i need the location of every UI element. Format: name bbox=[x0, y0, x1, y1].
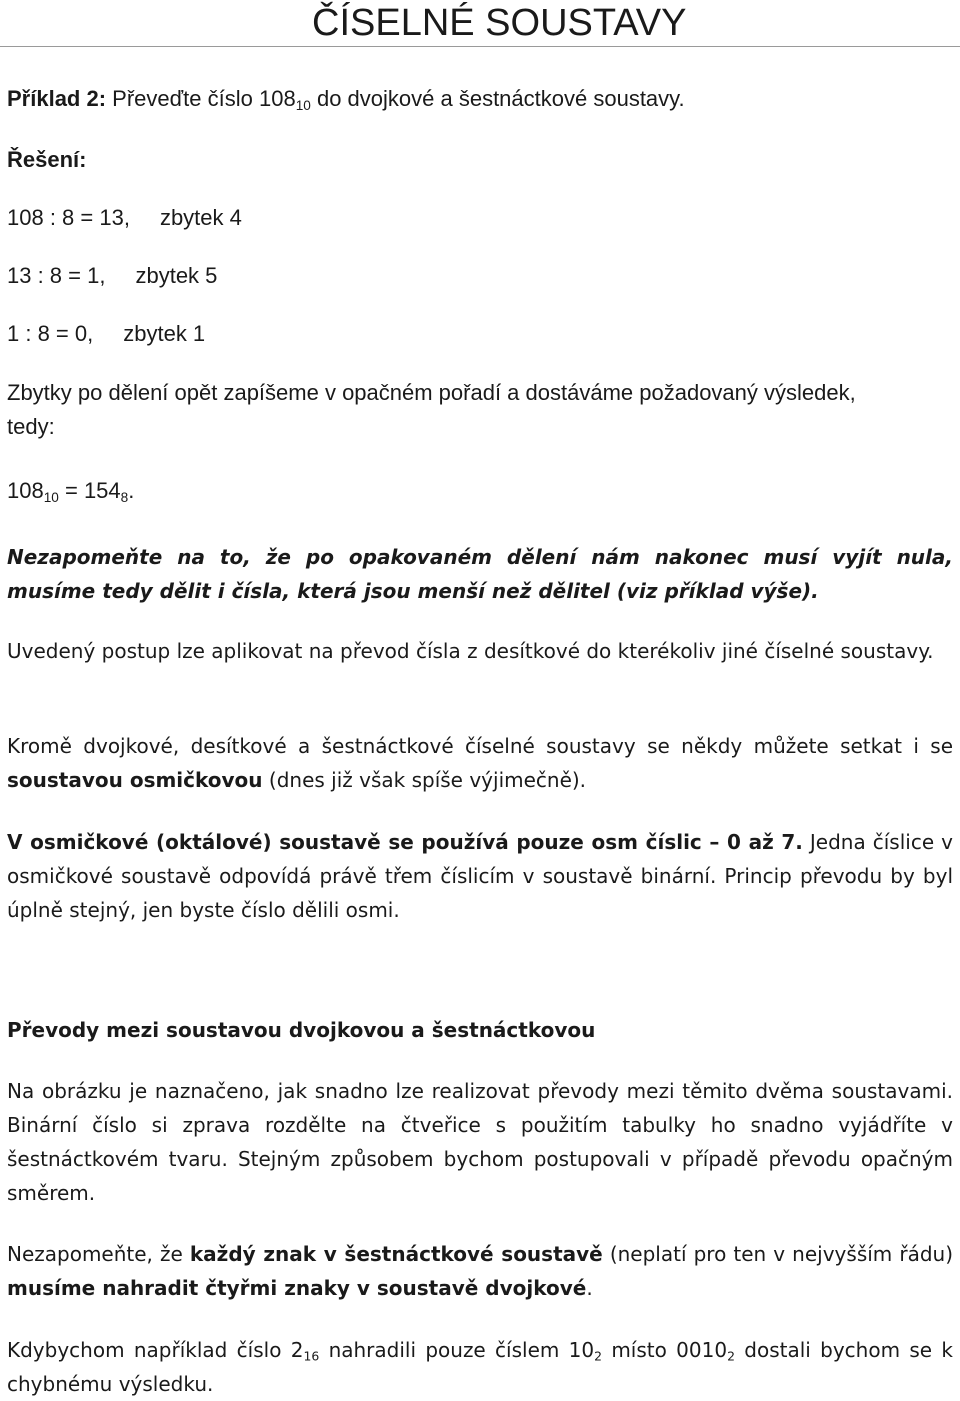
page-title: ČÍSELNÉ SOUSTAVY bbox=[312, 2, 687, 44]
octal-bold: soustavou osmičkovou bbox=[7, 768, 263, 792]
result-right-number: = 154 bbox=[58, 478, 121, 503]
example-text-end: do dvojkové a šestnáctkové soustavy. bbox=[310, 86, 685, 111]
section-paragraph-example bbox=[7, 1333, 953, 1401]
solution-step bbox=[7, 201, 953, 235]
octal-digits-bold: V osmičkové (oktálové) soustavě se používá pouze osm číslic – 0 až 7. bbox=[7, 830, 803, 854]
step-remainder: zbytek 1 bbox=[123, 321, 206, 346]
warning-bold: musíme nahradit čtyřmi znaky v soustavě dvojkové bbox=[7, 1276, 587, 1300]
step-remainder: zbytek 4 bbox=[159, 205, 242, 230]
example-number: 108 bbox=[258, 86, 296, 111]
example-subscript: 2 bbox=[594, 1348, 603, 1364]
paragraph-octal bbox=[7, 729, 953, 797]
warning-text-end: . bbox=[586, 1276, 593, 1300]
solution-label bbox=[7, 143, 953, 177]
warning-text: Nezapomeňte, že bbox=[7, 1242, 190, 1266]
example-text: nahradili pouze číslem 10 bbox=[319, 1338, 595, 1362]
example-text: Kdybychom například číslo 2 bbox=[7, 1338, 304, 1362]
octal-text-end: (dnes již však spíše výjimečně). bbox=[262, 768, 587, 792]
warning-bold: každý znak v šestnáctkové soustavě bbox=[189, 1242, 603, 1266]
example-subscript: 16 bbox=[303, 1348, 320, 1364]
solution-label-text: Řešení: bbox=[7, 147, 87, 172]
solution-result bbox=[7, 474, 953, 508]
example-base: 10 bbox=[295, 98, 311, 114]
octal-digits-text: Jedna číslice v osmičkové soustavě odpovídá právě třem číslicím v soustavě binární. Princip převodu by byl úplně stejný, jen byste číslo dělili osmi. bbox=[7, 830, 953, 922]
result-left-base: 10 bbox=[43, 490, 59, 506]
result-period: . bbox=[128, 478, 135, 503]
solution-step bbox=[7, 317, 953, 351]
step-equation: 1 : 8 = 0, bbox=[7, 321, 94, 346]
remainders-text: Zbytky po dělení opět zapíšeme v opačném pořadí a dostáváme požadovaný výsledek, tedy: bbox=[7, 380, 856, 439]
example-subscript: 2 bbox=[727, 1348, 735, 1364]
step-remainder: zbytek 5 bbox=[135, 263, 218, 288]
step-equation: 108 : 8 = 13, bbox=[7, 205, 130, 230]
section-paragraph-warning bbox=[7, 1237, 953, 1305]
paragraph-procedure: Uvedený postup lze aplikovat na převod čísla z desítkové do kterékoliv jiné číselné soustavy. bbox=[7, 639, 934, 663]
paragraph-octal-digits bbox=[7, 825, 953, 927]
octal-text: Kromě dvojkové, desítkové a šestnáctkové číselné soustavy se někdy můžete setkat i se bbox=[7, 734, 953, 758]
result-left-number: 108 bbox=[7, 478, 44, 503]
section-paragraph: Na obrázku je naznačeno, jak snadno lze realizovat převody mezi těmito dvěma soustavami. Binární číslo si zprava rozdělte na čtveřice s použitím tabulky ho snadno vyjádříte v šestnáctkovém tvaru. Stejným způsobem bychom postupovali v případě převodu opačným směrem. bbox=[7, 1079, 953, 1205]
step-equation: 13 : 8 = 1, bbox=[7, 263, 106, 288]
section-heading bbox=[7, 1013, 953, 1047]
example-text: místo 0010 bbox=[602, 1338, 728, 1362]
solution-step bbox=[7, 259, 953, 293]
example-task bbox=[7, 82, 953, 116]
example-text: Převeďte číslo bbox=[106, 86, 259, 111]
result-right-base: 8 bbox=[120, 490, 129, 506]
note-italic: Nezapomeňte na to, že po opakovaném dělení nám nakonec musí vyjít nula, musíme tedy dělit i čísla, která jsou menší než dělitel (viz příklad výše). bbox=[7, 545, 953, 603]
page-header bbox=[0, 0, 960, 47]
example-text-end: dostali bychom se k chybnému výsledku. bbox=[7, 1338, 953, 1396]
section-heading-text: Převody mezi soustavou dvojkovou a šestnáctkovou bbox=[7, 1018, 596, 1042]
example-label: Příklad 2: bbox=[7, 86, 107, 111]
warning-text: (neplatí pro ten v nejvyšším řádu) bbox=[602, 1242, 954, 1266]
